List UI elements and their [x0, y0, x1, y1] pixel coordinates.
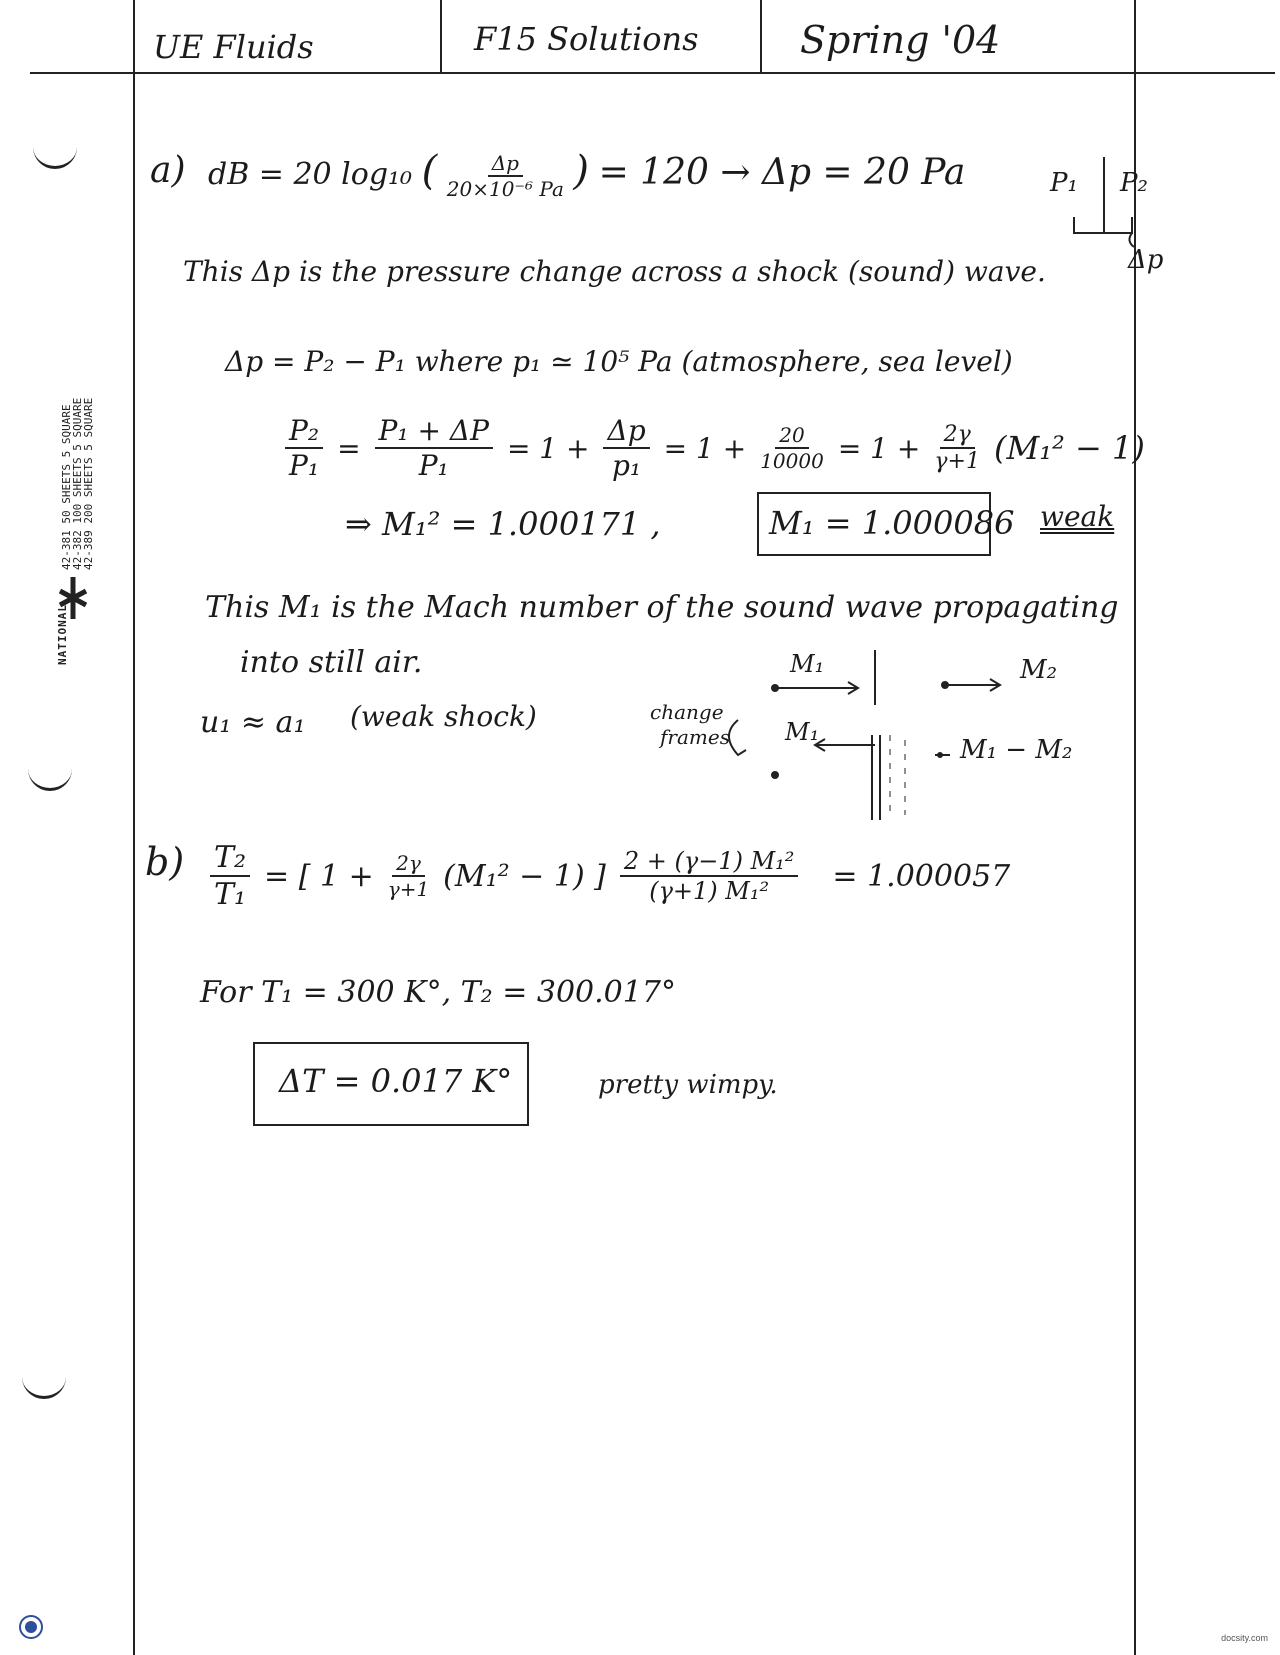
ratio-dp-num: Δp: [603, 414, 649, 449]
bracket-open: = [ 1 +: [264, 858, 374, 894]
part-b-eq: [210, 840, 1010, 912]
part-a-line5: This M₁ is the Mach number of the sound wave propagating: [205, 590, 1119, 625]
part-a-eq1-lhs: dB = 20 log₁₀: [208, 157, 413, 192]
part-a-ratio: $\frac{\text{P₂}}{\text{P₁}}$ = $\frac{\text{P₁ + ΔP}}{\text{P₁}}$ = 1 + $\frac{\Delta p}{\text{p₁}}$ = 1 + $\frac{20}{10000}$ = 1 + $\frac{2\gamma}{\gamma+1}$ (M₁² − 1): [285, 414, 1145, 482]
sketch-dp: Δp: [1128, 245, 1164, 275]
ratio-lhs-den: P₁: [289, 449, 320, 482]
paper-spec-2: 42-382 100 SHEETS 5 SQUARE: [71, 397, 84, 570]
m1-result-box: [757, 492, 1015, 556]
ratio-gamma-num: 2γ: [940, 422, 975, 449]
header-divider-2: [760, 0, 762, 72]
ratio-mid: [375, 414, 493, 482]
diagram-change: change: [650, 700, 724, 724]
part-a-msq: ⇒ M₁² = 1.000171 ,: [345, 505, 661, 543]
ratio-20: [760, 423, 824, 473]
part-b-comment: pretty wimpy.: [598, 1070, 778, 1100]
diagram-m2: M₂: [1020, 655, 1058, 685]
part-a-label: a): [150, 150, 186, 191]
big-fraction: [620, 847, 799, 905]
header-course: UE Fluids: [153, 28, 314, 66]
part-a-eq1-rhs: = 120 → Δp = 20 Pa: [598, 152, 966, 193]
ratio-tail: (M₁² − 1): [993, 429, 1145, 467]
diagram-m1-top: M₁: [790, 650, 825, 678]
paper-spec-3: 42-389 200 SHEETS 5 SQUARE: [82, 397, 95, 570]
part-a-eq1: dB = 20 log₁₀ ( $\frac{\Delta p}{\text{20×10⁻⁶ Pa}}$ ) = 120 → Δp = 20 Pa: [208, 148, 966, 201]
header-divider-1: [440, 0, 442, 72]
bracket-gamma: [388, 851, 429, 901]
sketch-shock-line: [1070, 155, 1140, 255]
part-a-line6: into still air.: [240, 645, 423, 680]
big-fraction-den: (γ+1) M₁²: [649, 877, 770, 905]
part-b-label: b): [145, 840, 185, 884]
header-rule: [30, 72, 1275, 74]
paper-brand-logo: [56, 575, 90, 621]
left-margin-line: [133, 0, 135, 1655]
ratio-20-den: 10000: [760, 449, 824, 473]
dt-result: ΔT = 0.017 K°: [279, 1062, 513, 1100]
docsity-logo-icon: [18, 1614, 44, 1640]
bracket-gamma-num: 2γ: [392, 851, 425, 877]
ratio-lhs: [285, 414, 323, 482]
diagram-m1-minus-m2: M₁ − M₂: [960, 735, 1073, 765]
ratio-20-num: 20: [775, 423, 808, 449]
header-title: F15 Solutions: [474, 20, 699, 58]
temp-ratio-num: T₂: [210, 840, 250, 877]
bracket-tail: (M₁² − 1) ]: [443, 858, 606, 894]
ratio-eq2: = 1 +: [663, 431, 747, 465]
sketch-p1: P₁: [1050, 168, 1078, 198]
paper-brand: NATIONAL: [56, 604, 69, 665]
temp-ratio-den: T₁: [214, 877, 247, 912]
part-a-eq1-num: Δp: [488, 151, 523, 177]
weak-note: weak: [1040, 500, 1115, 533]
ratio-dp: [603, 414, 649, 482]
part-b-line2: For T₁ = 300 K°, T₂ = 300.017°: [200, 975, 676, 1010]
ratio-mid-num: P₁ + ΔP: [375, 414, 493, 449]
binder-hole-top: [33, 140, 77, 169]
paper-spec-1: 42-381 50 SHEETS 5 SQUARE: [60, 404, 73, 570]
dt-result-box: [253, 1042, 529, 1126]
temp-ratio: [210, 840, 250, 912]
m1-result: M₁ = 1.000086: [769, 504, 1015, 542]
ratio-lhs-num: P₂: [285, 414, 323, 449]
ratio-eq3: = 1 +: [837, 431, 921, 465]
docsity-watermark: docsity.com: [1221, 1633, 1268, 1643]
part-a-line7a: u₁ ≈ a₁: [200, 705, 306, 740]
ratio-gamma: [934, 422, 980, 474]
diagram-frames: frames: [660, 725, 730, 749]
ratio-gamma-den: γ+1: [934, 449, 980, 474]
bracket-gamma-den: γ+1: [387, 877, 430, 901]
part-a-eq1-fraction: [447, 151, 564, 201]
sketch-p2: P₂: [1120, 168, 1148, 198]
header-term: Spring '04: [800, 18, 1001, 62]
temp-result: = 1.000057: [832, 858, 1011, 894]
ratio-plus1: = 1 +: [506, 431, 590, 465]
part-a-line7b: (weak shock): [350, 700, 537, 733]
big-fraction-num: 2 + (γ−1) M₁²: [620, 847, 799, 877]
part-a-eq1-den: 20×10⁻⁶ Pa: [446, 177, 564, 201]
ratio-dp-den: p₁: [611, 449, 642, 482]
binder-hole-bottom: [22, 1370, 66, 1399]
part-a-line3: Δp = P₂ − P₁ where p₁ ≃ 10⁵ Pa (atmosphere, sea level): [225, 345, 1013, 378]
diagram-m1-bottom: M₁: [785, 718, 820, 746]
part-a-line2: This Δp is the pressure change across a shock (sound) wave.: [183, 255, 1046, 288]
ratio-mid-den: P₁: [418, 449, 449, 482]
binder-hole-middle: [28, 762, 72, 791]
